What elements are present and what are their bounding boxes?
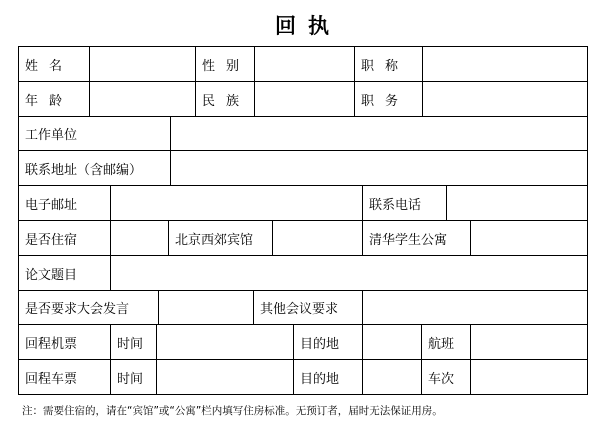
label-phone: 联系电话 [363, 186, 447, 221]
speak-request-field[interactable] [159, 291, 254, 325]
title-field[interactable] [423, 47, 587, 82]
other-requests-field[interactable] [363, 291, 587, 325]
form-title [0, 10, 606, 40]
receipt-form-table [18, 46, 588, 395]
label-other-requests: 其他会议要求 [254, 291, 363, 325]
label-train-time: 时间 [111, 360, 157, 394]
label-return-train: 回程车票 [19, 360, 111, 394]
label-title: 职称 [355, 47, 423, 82]
label-train-number: 车次 [422, 360, 471, 394]
label-gender: 性别 [196, 47, 255, 82]
label-email: 电子邮址 [19, 186, 111, 221]
label-age: 年龄 [19, 82, 90, 117]
flight-field[interactable] [471, 325, 587, 360]
address-field[interactable] [171, 151, 587, 186]
lodging-field[interactable] [111, 221, 169, 256]
label-air-destination: 目的地 [294, 325, 363, 360]
label-address: 联系地址（含邮编） [19, 151, 171, 186]
position-field[interactable] [423, 82, 587, 117]
train-destination-field[interactable] [363, 360, 422, 394]
label-speak-request: 是否要求大会发言 [19, 291, 159, 325]
label-paper-title: 论文题目 [19, 256, 111, 291]
label-return-air: 回程机票 [19, 325, 111, 360]
label-lodging: 是否住宿 [19, 221, 111, 256]
air-time-field[interactable] [157, 325, 294, 360]
train-time-field[interactable] [157, 360, 294, 394]
work-unit-field[interactable] [171, 117, 587, 151]
label-train-destination: 目的地 [294, 360, 363, 394]
label-apartment: 清华学生公寓 [363, 221, 471, 256]
label-work-unit: 工作单位 [19, 117, 171, 151]
gender-field[interactable] [255, 47, 355, 82]
label-hotel: 北京西郊宾馆 [169, 221, 273, 256]
age-field[interactable] [90, 82, 196, 117]
label-ethnicity: 民族 [196, 82, 255, 117]
apartment-field[interactable] [471, 221, 587, 256]
email-field[interactable] [111, 186, 363, 221]
name-field[interactable] [90, 47, 196, 82]
label-name: 姓名 [19, 47, 90, 82]
train-number-field[interactable] [471, 360, 587, 394]
phone-field[interactable] [447, 186, 587, 221]
air-destination-field[interactable] [363, 325, 422, 360]
title-char-2: 执 [308, 14, 331, 38]
hotel-field[interactable] [273, 221, 363, 256]
ethnicity-field[interactable] [255, 82, 355, 117]
label-flight: 航班 [422, 325, 471, 360]
label-air-time: 时间 [111, 325, 157, 360]
lodging-note: 注：需要住宿的，请在“宾馆”或“公寓”栏内填写住房标准。无预订者，届时无法保证用房。 [22, 405, 443, 417]
label-position: 职务 [355, 82, 423, 117]
paper-title-field[interactable] [111, 256, 587, 291]
title-char-1: 回 [275, 14, 298, 38]
